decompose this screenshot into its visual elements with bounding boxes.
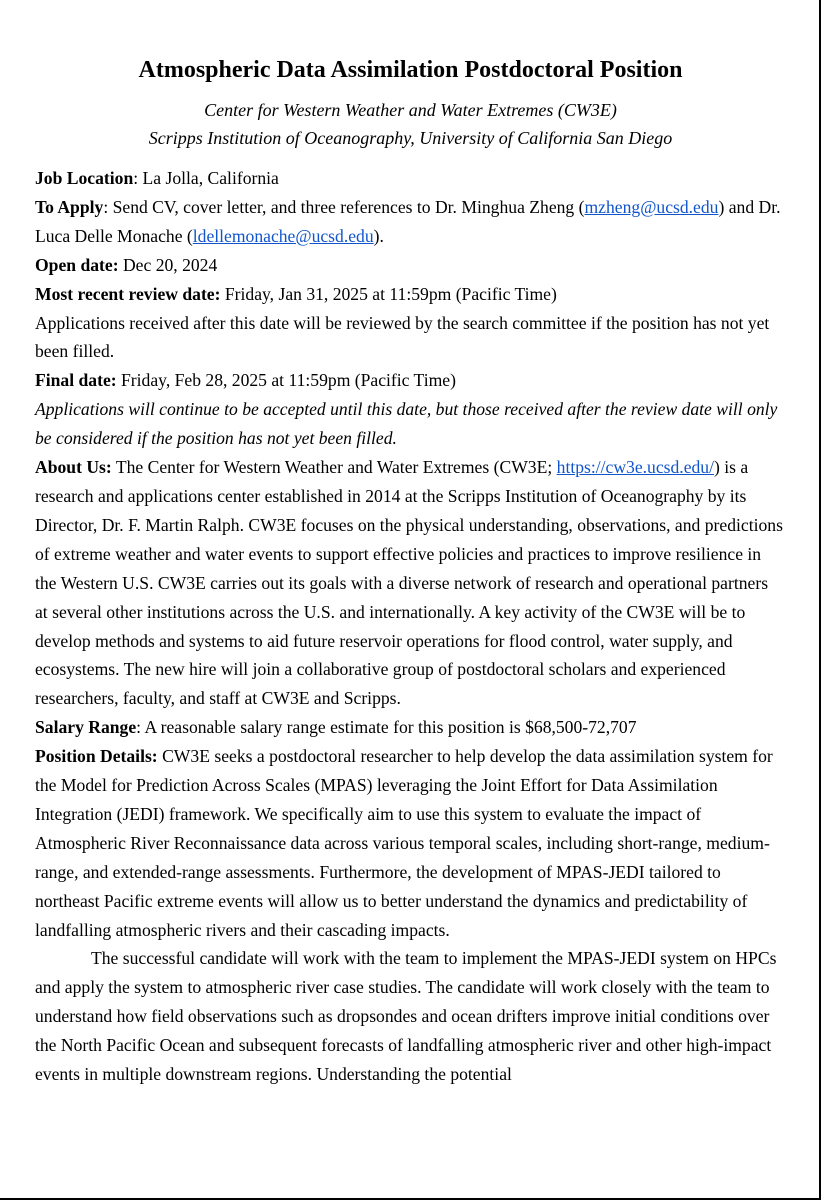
email-link-monache[interactable]: ldellemonache@ucsd.edu bbox=[192, 225, 374, 246]
about-us-label: About Us: bbox=[35, 457, 112, 478]
final-date-line bbox=[35, 366, 785, 395]
salary-line bbox=[35, 713, 785, 742]
to-apply-text-3: ). bbox=[373, 225, 384, 246]
to-apply-label: To Apply bbox=[35, 196, 104, 217]
review-date-value: Friday, Jan 31, 2025 at 11:59pm (Pacific Time) bbox=[220, 283, 557, 304]
final-date-note: Applications will continue to be accepted until this date, but those received after the review date will only be considered if the position has not yet been filled. bbox=[35, 399, 778, 449]
job-location-label: Job Location bbox=[35, 168, 134, 188]
about-us-text-1: The Center for Western Weather and Water Extremes (CW3E; bbox=[111, 457, 557, 478]
subtitle-institution: Scripps Institution of Oceanography, University of California San Diego bbox=[148, 128, 673, 148]
cw3e-website-link[interactable]: https://cw3e.ucsd.edu/ bbox=[556, 457, 714, 478]
position-details-paragraph-2: The successful candidate will work with the team to implement the MPAS-JEDI system on HPCs and apply the system to atmospheric river case studies. The candidate will work closely with the team to understand how field observations such as dropsondes and ocean drifters improve initial conditions over the North Pacific Ocean and subsequent forecasts of landfalling atmospheric river and other high-impact events in multiple downstream regions. Understanding the potential bbox=[35, 948, 777, 1085]
job-location-value: : La Jolla, California bbox=[133, 168, 279, 188]
review-date-line bbox=[35, 280, 785, 309]
to-apply-text-2: ) and Dr. Luca Delle Monache ( bbox=[35, 196, 781, 246]
salary-text: : A reasonable salary range estimate for this position is $68,500-72,707 bbox=[136, 717, 637, 738]
review-date-note: Applications received after this date will be reviewed by the search committee if the position has not yet been filled. bbox=[35, 312, 770, 362]
position-details-text: CW3E seeks a postdoctoral researcher to help develop the data assimilation system for the Model for Prediction Across Scales (MPAS) leveraging the Joint Effort for Data Assimilation Integration (JEDI) framework. We specifically aim to use this system to evaluate the impact of Atmospheric River Reconnaissance data across various temporal scales, including short-range, medium-range, and extended-range assessments. Furthermore, the development of MPAS-JEDI tailored to northeast Pacific extreme events will allow us to better understand the dynamics and predictability of landfalling atmospheric rivers and their cascading impacts. bbox=[35, 746, 773, 940]
open-date-value: Dec 20, 2024 bbox=[118, 254, 218, 275]
open-date-line bbox=[35, 251, 785, 280]
about-us-paragraph bbox=[35, 453, 785, 713]
subtitle-center: Center for Western Weather and Water Extremes (CW3E) bbox=[204, 100, 617, 120]
position-details-label: Position Details: bbox=[35, 746, 158, 767]
document-body bbox=[35, 164, 785, 1089]
about-us-text-2: ) is a research and applications center established in 2014 at the Scripps Institution of Oceanography by its Director, Dr. F. Martin Ralph. CW3E focuses on the physical understanding, observations, and predictions of extreme weather and water events to support effective policies and practices to improve resilience in the Western U.S. CW3E carries out its goals with a diverse network of research and operational partners at several other institutions across the U.S. and internationally. A key activity of the CW3E will be to develop methods and systems to aid future reservoir operations for flood control, water supply, and ecosystems. The new hire will join a collaborative group of postdoctoral scholars and experienced researchers, faculty, and staff at CW3E and Scripps. bbox=[35, 457, 783, 709]
job-location-line bbox=[35, 164, 785, 193]
to-apply-text-1: : Send CV, cover letter, and three references to Dr. Minghua Zheng ( bbox=[103, 196, 585, 217]
salary-label: Salary Range bbox=[35, 717, 137, 738]
open-date-label: Open date: bbox=[35, 254, 119, 275]
review-date-label: Most recent review date: bbox=[35, 283, 221, 304]
position-details-paragraph bbox=[35, 742, 785, 944]
to-apply-paragraph bbox=[35, 193, 785, 251]
page-title: Atmospheric Data Assimilation Postdoctoral Position bbox=[138, 57, 683, 83]
final-date-value: Friday, Feb 28, 2025 at 11:59pm (Pacific Time) bbox=[116, 370, 456, 391]
email-link-zheng[interactable]: mzheng@ucsd.edu bbox=[584, 196, 719, 217]
final-date-label: Final date: bbox=[35, 370, 117, 391]
